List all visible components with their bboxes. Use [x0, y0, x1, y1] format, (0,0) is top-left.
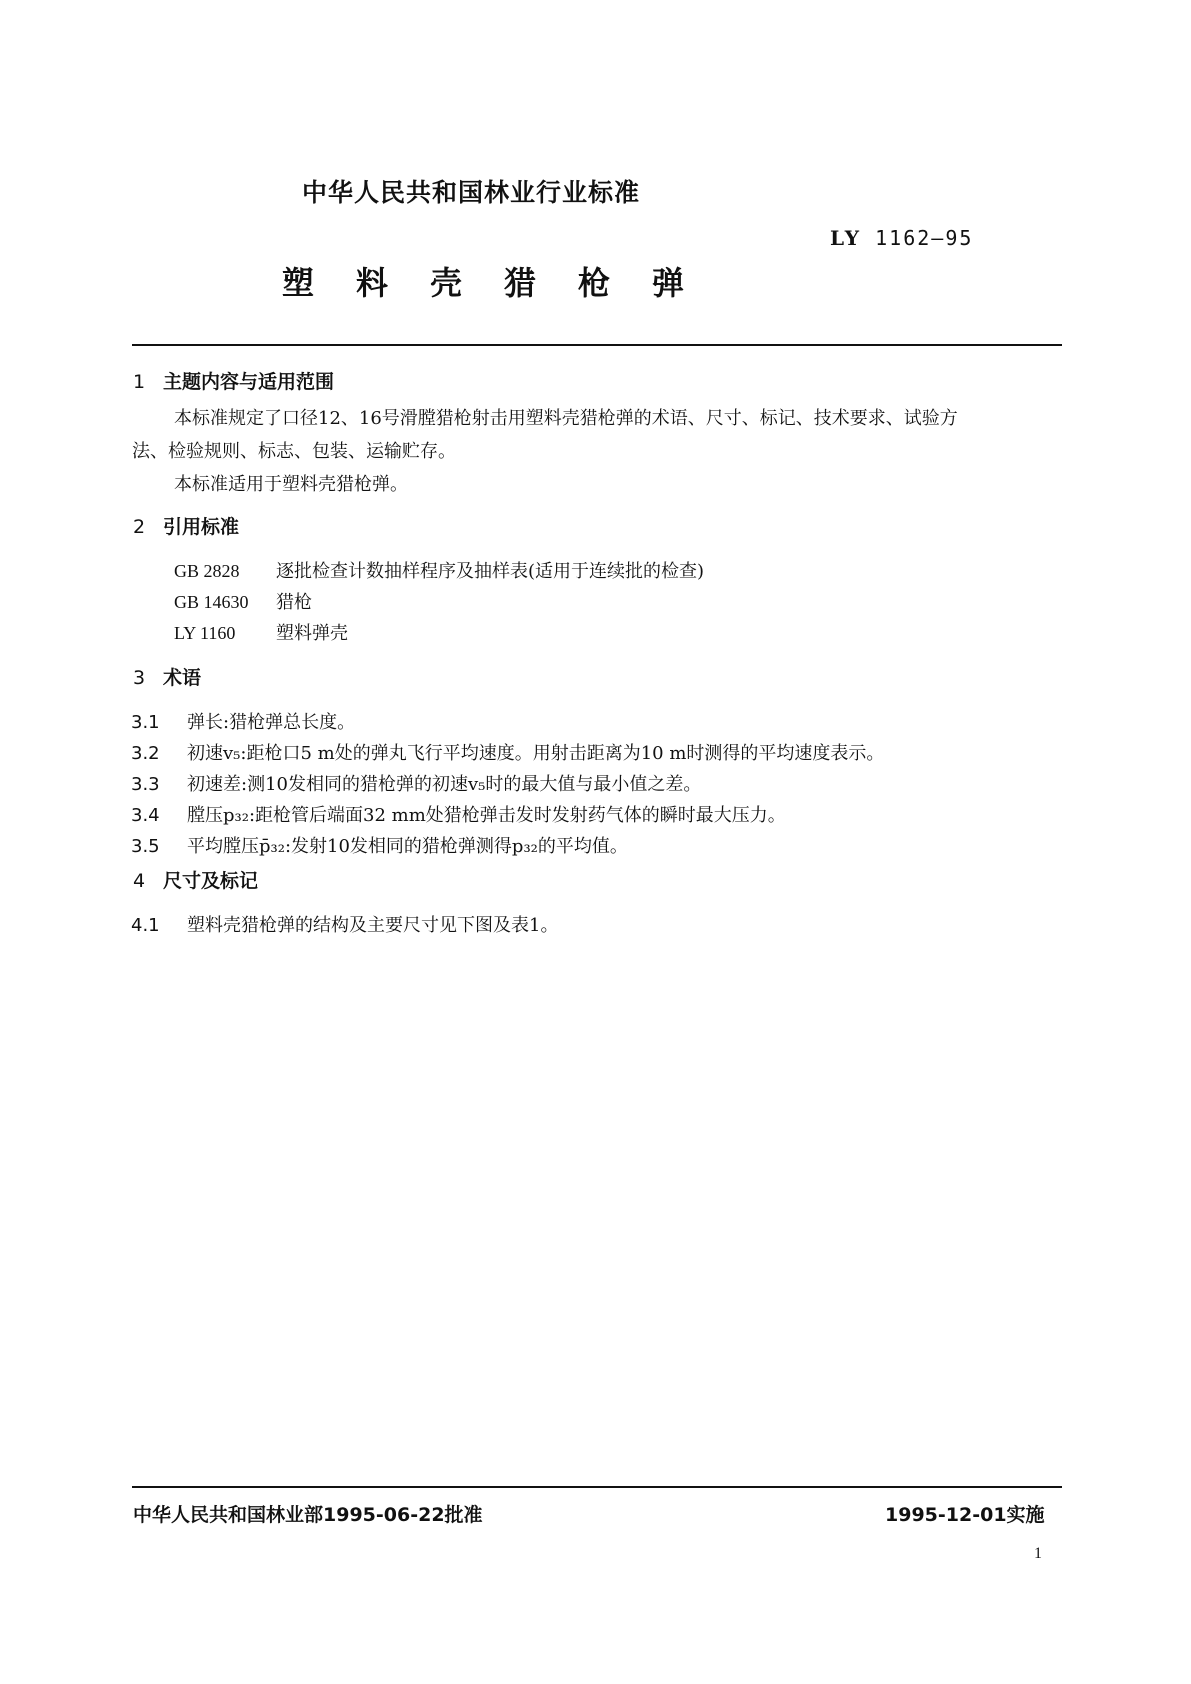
- term-item: [131, 770, 701, 796]
- header-divider: [132, 344, 1062, 346]
- term-number: 3.3: [131, 774, 160, 795]
- standard-code-number: 1162—95: [875, 226, 974, 250]
- section-4-heading: [133, 866, 258, 893]
- term-item: [131, 739, 884, 765]
- term-item: [131, 911, 558, 937]
- page-number: 1: [1034, 1545, 1042, 1562]
- term-item: [131, 832, 628, 858]
- term-number: 3.4: [131, 805, 160, 826]
- reference-code: LY 1160: [174, 623, 236, 643]
- section-title: 术语: [163, 667, 202, 689]
- term-number: 4.1: [131, 915, 160, 936]
- reference-code: GB 2828: [174, 561, 240, 581]
- section-1-paragraph-1-continued: 法、检验规则、标志、包装、运输贮存。: [132, 441, 456, 462]
- term-text: 平均膛压p̄₃₂:发射10发相同的猎枪弹测得p₃₂的平均值。: [187, 836, 628, 857]
- term-text: 弹长:猎枪弹总长度。: [187, 712, 356, 733]
- term-text: 初速差:测10发相同的猎枪弹的初速v₅时的最大值与最小值之差。: [187, 774, 702, 795]
- reference-title: 塑料弹壳: [276, 623, 348, 644]
- section-number: 2: [133, 516, 146, 538]
- reference-item: [174, 588, 312, 614]
- term-text: 塑料壳猎枪弹的结构及主要尺寸见下图及表1。: [187, 915, 559, 936]
- section-number: 4: [133, 870, 146, 892]
- term-text: 膛压p₃₂:距枪管后端面32 mm处猎枪弹击发时发射药气体的瞬时最大压力。: [187, 805, 786, 826]
- term-text: 初速v₅:距枪口5 m处的弹丸飞行平均速度。用射击距离为10 m时测得的平均速度表示。: [187, 743, 885, 764]
- term-number: 3.2: [131, 743, 160, 764]
- approval-statement: 中华人民共和国林业部1995-06-22批准: [133, 1504, 483, 1526]
- reference-item: [174, 557, 704, 583]
- section-number: 1: [133, 371, 146, 393]
- effective-date: 1995-12-01实施: [885, 1504, 1045, 1526]
- reference-item: [174, 619, 348, 645]
- section-title: 主题内容与适用范围: [163, 371, 335, 393]
- reference-code: GB 14630: [174, 592, 249, 612]
- section-1-paragraph-2: 本标准适用于塑料壳猎枪弹。: [174, 474, 408, 495]
- standard-code: [830, 226, 973, 250]
- section-1-paragraph-1: 本标准规定了口径12、16号滑膛猎枪射击用塑料壳猎枪弹的术语、尺寸、标记、技术要求、试验方: [174, 408, 958, 429]
- term-item: [131, 708, 355, 734]
- term-item: [131, 801, 786, 827]
- issuing-organization-title: 中华人民共和国林业行业标准: [302, 178, 641, 207]
- section-3-heading: [133, 663, 201, 690]
- term-number: 3.1: [131, 712, 160, 733]
- section-1-heading: [133, 367, 334, 394]
- term-number: 3.5: [131, 836, 160, 857]
- section-2-heading: [133, 512, 239, 539]
- section-number: 3: [133, 667, 146, 689]
- standard-code-prefix: LY: [830, 226, 862, 250]
- reference-title: 逐批检查计数抽样程序及抽样表(适用于连续批的检查): [276, 561, 705, 582]
- document-title: 塑料壳猎枪弹: [282, 264, 727, 302]
- section-title: 引用标准: [163, 516, 240, 538]
- reference-title: 猎枪: [276, 592, 312, 613]
- footer-divider: [132, 1486, 1062, 1488]
- section-title: 尺寸及标记: [163, 870, 259, 892]
